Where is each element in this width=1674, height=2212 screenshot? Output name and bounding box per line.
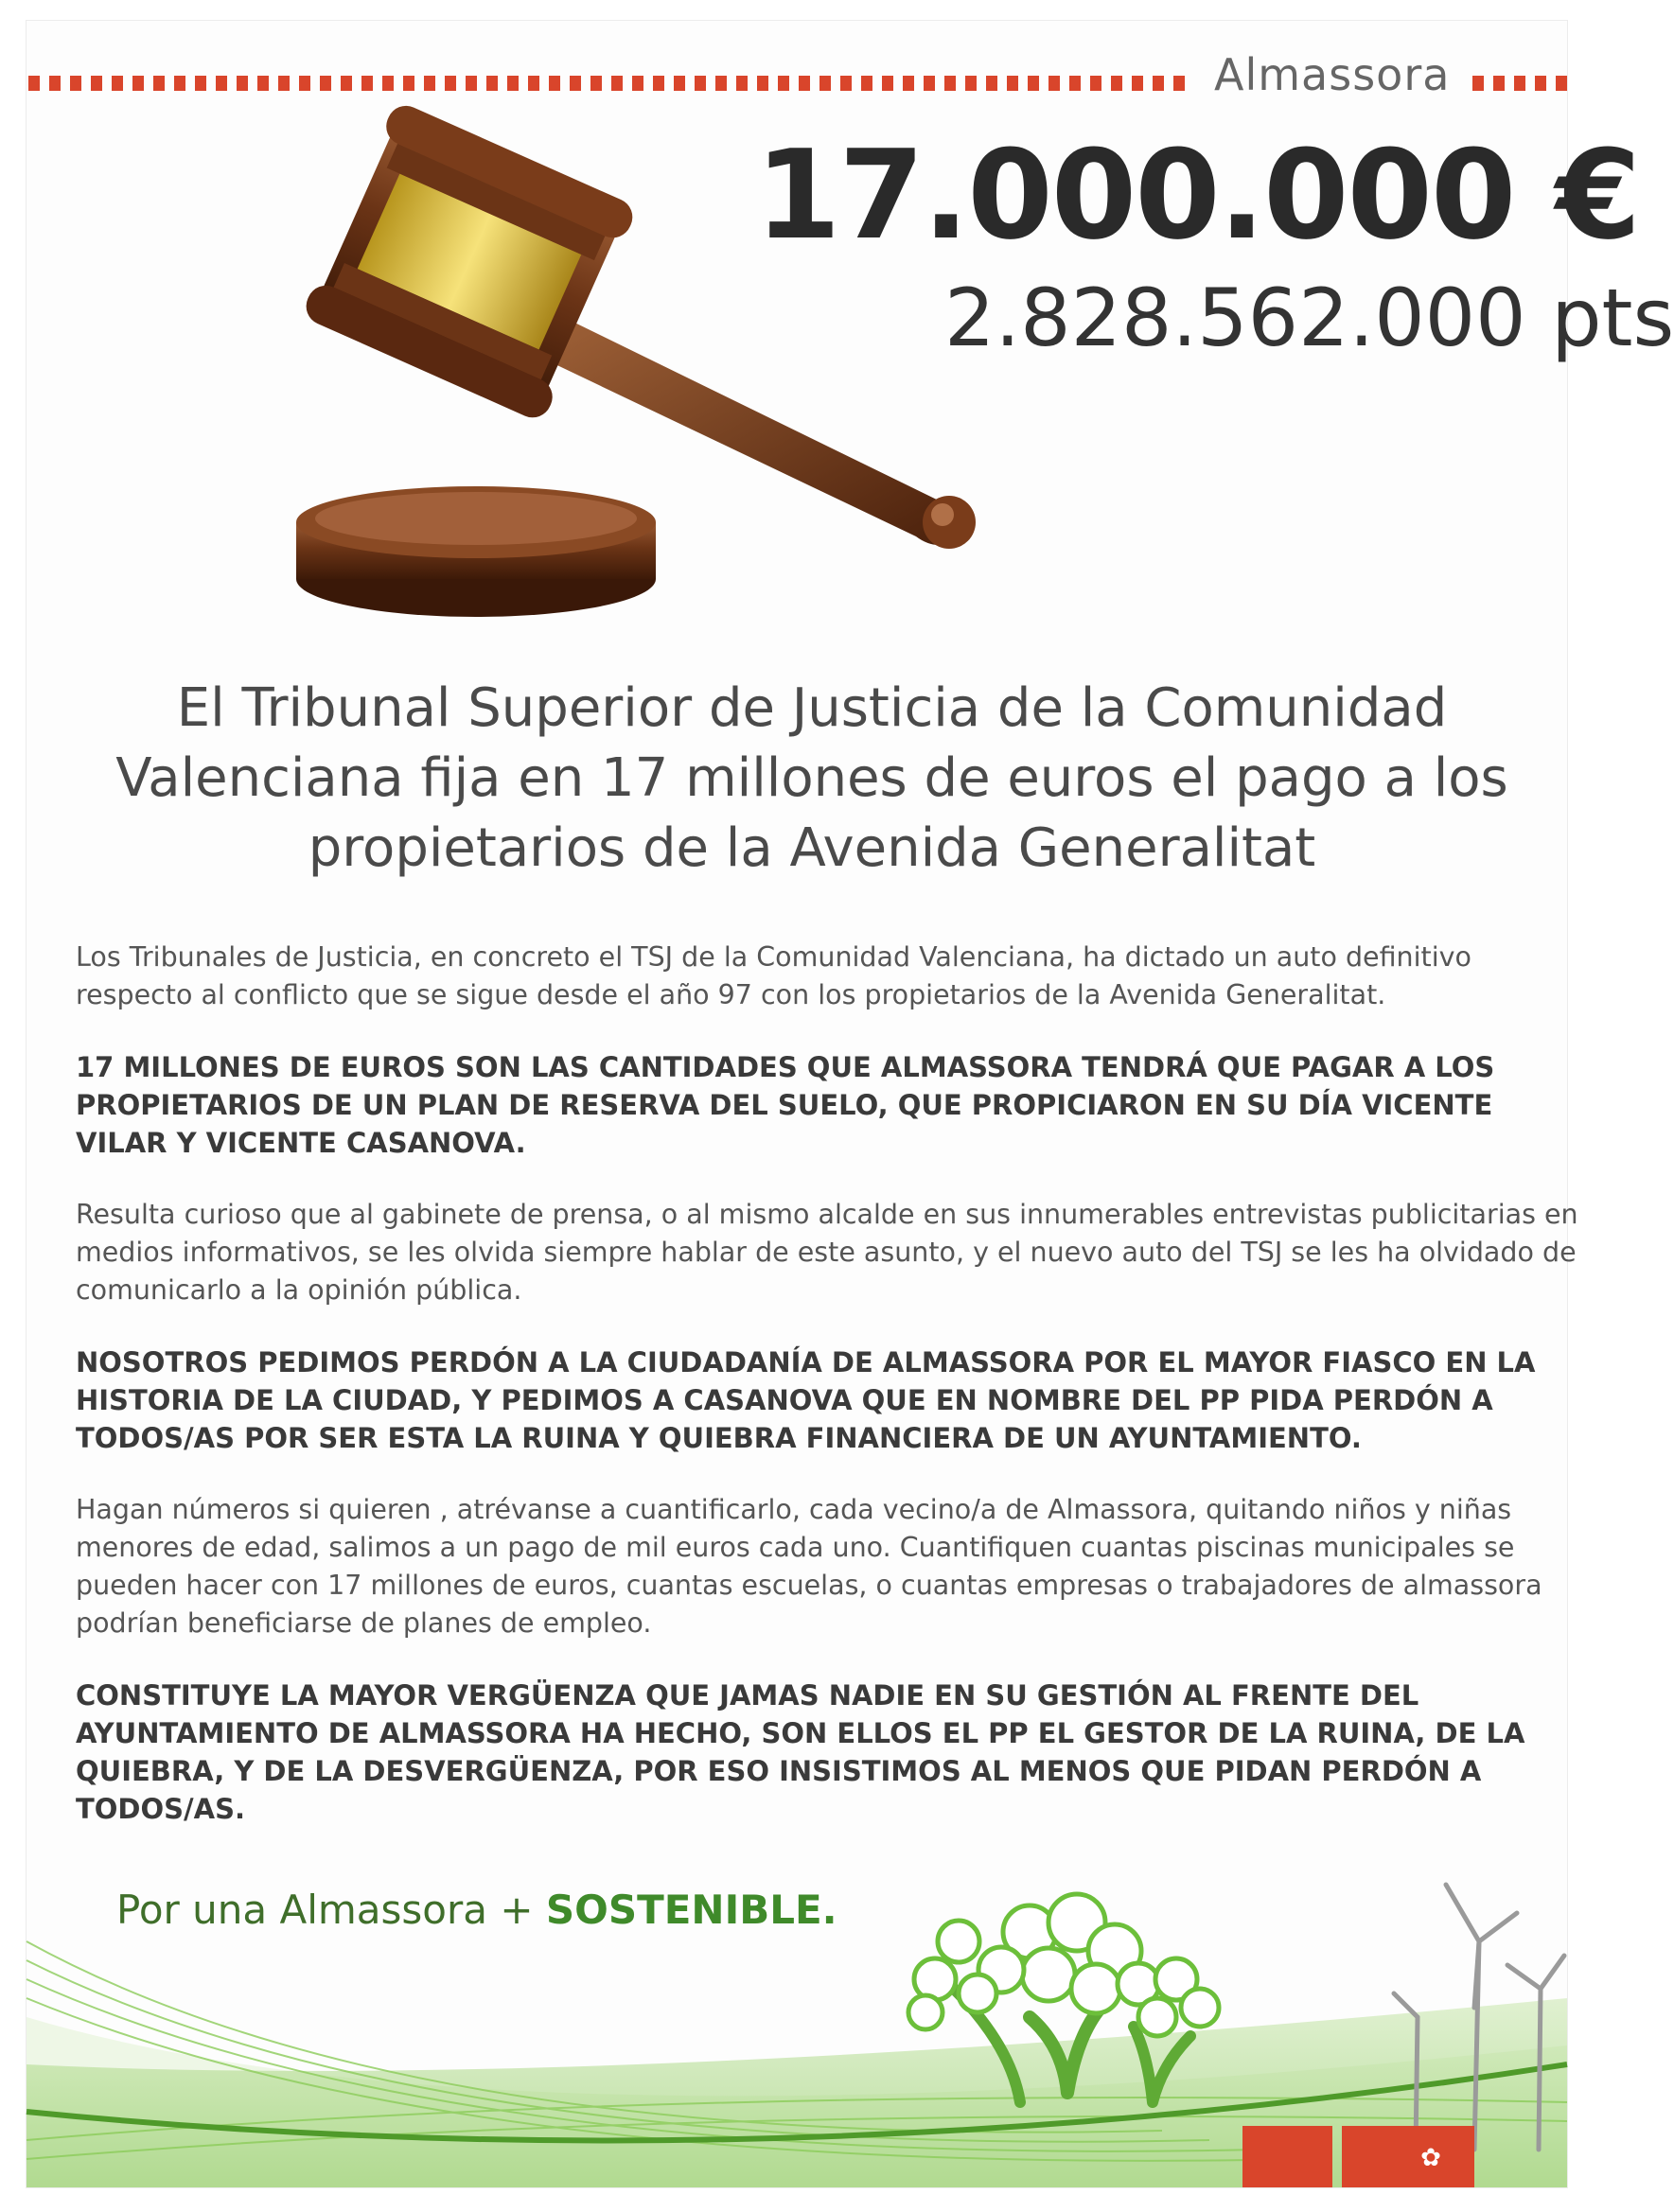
- amount-euros: 17.000.000 €: [755, 123, 1640, 267]
- decorative-dot-line: [28, 76, 1188, 91]
- paragraph-caps: 17 MILLONES DE EUROS SON LAS CANTIDADES QUE ALMASSORA TENDRÁ QUE PAGAR A LOS PROPIETARIOS DE UN PLAN DE RESERVA DEL SUELO, QUE PROPICIARON EN SU DÍA VICENTE VILAR Y VICENTE CASANOVA.: [76, 1051, 1495, 1159]
- paragraph-caps: NOSOTROS PEDIMOS PERDÓN A LA CIUDADANÍA DE ALMASSORA POR EL MAYOR FIASCO EN LA HISTORIA DE LA CIUDAD, Y PEDIMOS A CASANOVA QUE EN NOMBRE DEL PP PIDA PERDÓN A TODOS/AS POR SER ESTA LA RUINA Y QUIEBRA FINANCIERA DE UN AYUNTAMIENTO.: [76, 1346, 1536, 1454]
- slogan-emphasis: SOSTENIBLE.: [545, 1887, 837, 1933]
- headline: El Tribunal Superior de Justicia de la Comunidad Valenciana fija en 17 millones de euros el pago a los propietarios de la Avenida Generalitat: [115, 677, 1508, 879]
- amount-pesetas: 2.828.562.000 pts: [944, 272, 1674, 364]
- party-logo-block: [1342, 2126, 1474, 2187]
- article-body: [76, 939, 1590, 1862]
- slogan: [116, 1887, 837, 1933]
- paragraph: Resulta curioso que al gabinete de prensa, o al mismo alcalde en sus innumerables entrevistas publicitarias en medios informativos, se les olvida siempre hablar de este asunto, y el nuevo auto del TSJ se les ha olvidado de comunicarlo a la opinión pública.: [76, 1199, 1578, 1306]
- party-logo-icon: ✿: [1420, 2144, 1441, 2172]
- paragraph-caps: CONSTITUYE LA MAYOR VERGÜENZA QUE JAMAS NADIE EN SU GESTIÓN AL FRENTE DEL AYUNTAMIENTO DE ALMASSORA HA HECHO, SON ELLOS EL PP EL GESTOR DE LA RUINA, DE LA QUIEBRA, Y DE LA DESVERGÜENZA, POR ESO INSISTIMOS AL MENOS QUE PIDAN PERDÓN A TODOS/AS.: [76, 1679, 1525, 1825]
- flyer-page: [26, 21, 1674, 2187]
- town-name: Almassora: [1214, 49, 1451, 100]
- slogan-prefix: Por una Almassora +: [116, 1887, 546, 1933]
- paragraph: Hagan números si quieren , atrévanse a cuantificarlo, cada vecino/a de Almassora, quitando niños y niñas menores de edad, salimos a un pago de mil euros cada uno. Cuantifiquen cuantas piscinas municipales se pueden hacer con 17 millones de euros, cuantas escuelas, o cuantas empresas o trabajadores de almassora podrían beneficiarse de planes de empleo.: [76, 1494, 1542, 1639]
- decorative-dot-line-right: [1472, 76, 1567, 91]
- paragraph: Los Tribunales de Justicia, en concreto el TSJ de la Comunidad Valenciana, ha dictado un auto definitivo respecto al conflicto que se sigue desde el año 97 con los propietarios de la Avenida Generalitat.: [76, 941, 1471, 1010]
- party-logo-block: [1242, 2126, 1332, 2187]
